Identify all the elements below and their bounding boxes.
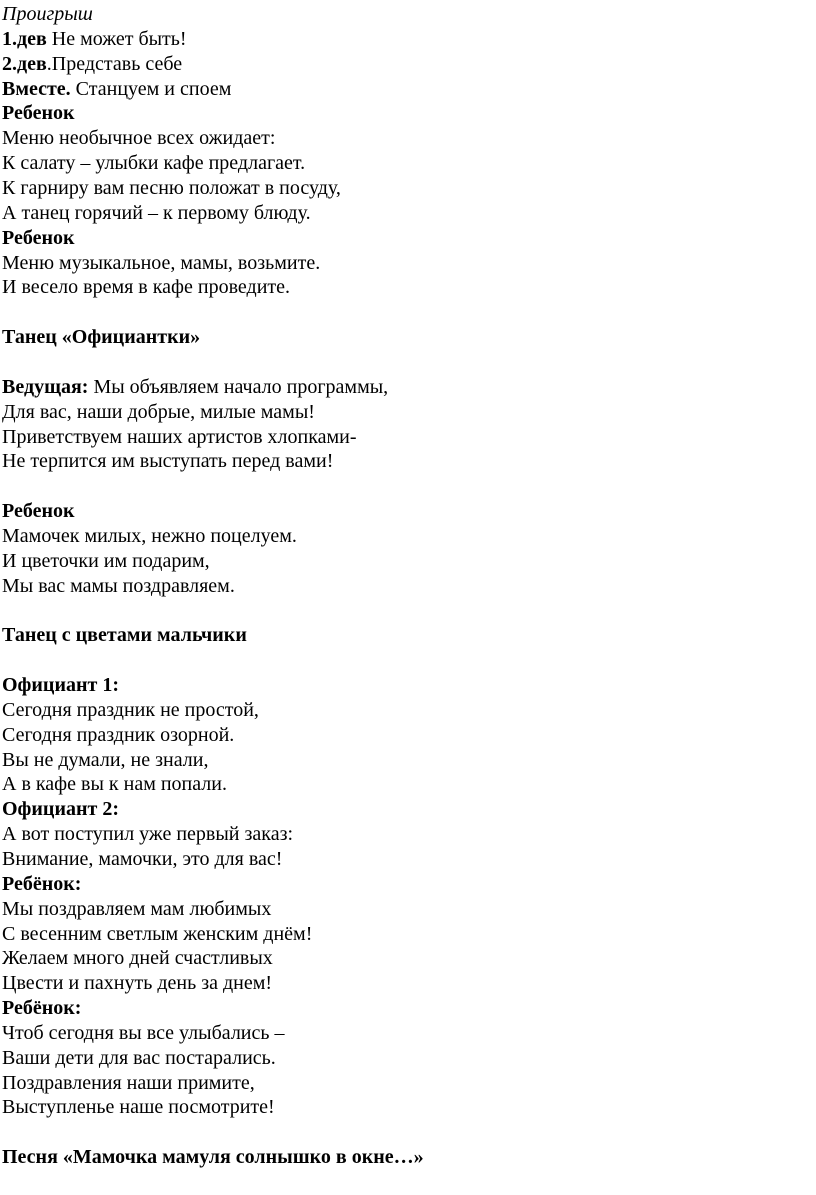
bold-text: Официант 2: (2, 798, 119, 821)
bold-text: Ребенок (2, 102, 75, 125)
bold-text: Ребенок (2, 500, 75, 522)
text-line (2, 176, 341, 200)
body-text: Меню музыкальное, мамы, возьмите. (2, 251, 321, 274)
bold-text: Ребёнок: (2, 997, 82, 1019)
body-text: Мы вас мамы поздравляем. (2, 574, 235, 597)
text-line (2, 1095, 275, 1119)
body-text: Внимание, мамочки, это для вас! (2, 847, 283, 870)
text-line (2, 971, 272, 995)
body-text: Цвести и пахнуть день за днем! (2, 972, 273, 995)
text-line (2, 822, 293, 846)
body-text: Мы объявляем начало программы, (88, 375, 389, 398)
body-text: Вы не думали, не знали, (2, 748, 209, 771)
text-line (2, 325, 200, 349)
body-text: Выступленье наше посмотрите! (2, 1096, 275, 1119)
text-line (2, 698, 259, 722)
bold-text: Ведущая: (2, 375, 89, 398)
bold-text: Танец с цветами мальчики (2, 624, 247, 647)
text-line (2, 1145, 424, 1169)
text-line (2, 126, 275, 150)
body-text: Станцуем и споем (70, 77, 232, 100)
body-text: Мамочек милых, нежно поцелуем. (2, 524, 297, 547)
italic-text: Проигрыш (2, 3, 93, 25)
text-line (2, 251, 320, 275)
text-line (2, 226, 75, 250)
text-line (2, 1071, 255, 1095)
bold-text: Вместе. (2, 77, 71, 100)
text-line (2, 847, 282, 871)
text-line (2, 946, 273, 970)
text-line (2, 872, 81, 896)
text-line (2, 772, 227, 796)
body-text: А вот поступил уже первый заказ: (2, 823, 294, 846)
text-line (2, 77, 231, 101)
text-line (2, 623, 247, 647)
text-line (2, 275, 290, 299)
bold-text: Официант 1: (2, 674, 119, 696)
text-line (2, 524, 297, 548)
bold-text: Ребенок (2, 226, 75, 249)
bold-text: Танец «Официантки» (2, 326, 201, 349)
text-line (2, 101, 75, 125)
text-line (2, 27, 187, 51)
body-text: А в кафе вы к нам попали. (2, 773, 227, 796)
body-text: Приветствуем наших артистов хлопками- (2, 425, 357, 448)
text-line (2, 449, 333, 473)
body-text: Сегодня праздник не простой, (2, 698, 259, 721)
body-text: А танец горячий – к первому блюду. (2, 201, 311, 224)
text-line (2, 673, 119, 697)
text-line (2, 996, 81, 1020)
bold-text: 1.дев (2, 27, 47, 50)
text-line (2, 151, 305, 175)
body-text: И весело время в кафе проведите. (2, 276, 291, 299)
text-line (2, 499, 75, 523)
body-text: К салату – улыбки кафе предлагает. (2, 152, 306, 175)
bold-text: 2.дев (2, 52, 47, 75)
body-text: .Представь себе (46, 52, 183, 75)
text-line (2, 425, 357, 449)
text-line (2, 922, 312, 946)
body-text: Поздравления наши примите, (2, 1071, 255, 1094)
body-text: Желаем много дней счастливых (2, 947, 273, 970)
bold-text: Песня «Мамочка мамуля солнышко в окне…» (2, 1146, 424, 1169)
text-line (2, 375, 388, 399)
body-text: К гарниру вам песню положат в посуду, (2, 177, 341, 199)
text-line (2, 574, 235, 598)
body-text: Не может быть! (46, 27, 187, 50)
body-text: Сегодня праздник озорной. (2, 723, 235, 746)
body-text: С весенним светлым женским днём! (2, 922, 313, 945)
text-line (2, 201, 311, 225)
text-line (2, 549, 210, 573)
text-line (2, 400, 315, 424)
text-line (2, 723, 234, 747)
bold-text: Ребёнок: (2, 872, 82, 895)
text-line (2, 2, 93, 26)
body-text: Чтоб сегодня вы все улыбались – (2, 1021, 285, 1044)
text-line (2, 1021, 285, 1045)
body-text: Меню необычное всех ожидает: (2, 127, 276, 150)
body-text: И цветочки им подарим, (2, 549, 210, 572)
text-line (2, 52, 182, 76)
text-line (2, 897, 271, 921)
text-line (2, 1046, 276, 1070)
body-text: Не терпится им выступать перед вами! (2, 450, 334, 473)
body-text: Мы поздравляем мам любимых (2, 897, 272, 920)
text-line (2, 748, 208, 772)
body-text: Ваши дети для вас постарались. (2, 1046, 276, 1069)
text-line (2, 797, 119, 821)
body-text: Для вас, наши добрые, милые мамы! (2, 400, 315, 423)
